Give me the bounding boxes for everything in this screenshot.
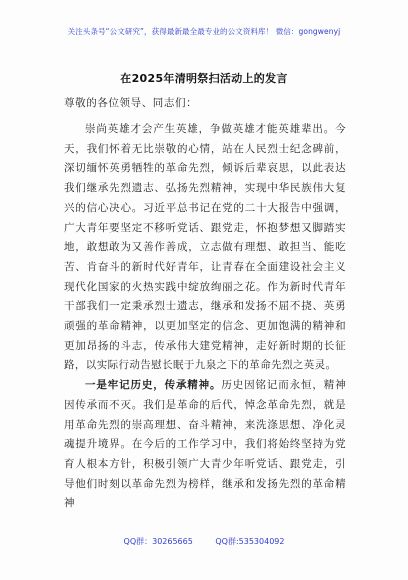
paragraph-intro-text: 崇尚英雄才会产生英雄，争做英雄才能英雄辈出。今天，我们怀着无比崇敬的心情，站在人民烈士纪念碑前，深切缅怀英勇牺牲的革命先烈，倾诉后辈哀思，以此表达我们继承先烈遗志、弘扬先烈精神，实现中华民族伟大复兴的信心决心。习近平总书记在党的二十大报告中强调，广大青年要坚定不移听党话、跟党走，怀抱梦想又脚踏实地，敢想敢为又善作善成，立志做有理想、敢担当、能吃苦、肯奋斗的新时代好青年，让青春在全面建设社会主义现代化国家的火热实践中绽放绚丽之花。作为新时代青年干部我们一定秉承烈士遗志，继承和发扬不屈不挠、英勇顽强的革命精神，以更加坚定的信念、更加饱满的精神和更加昂扬的斗志，传承伟大建党精神，走好新时期的长征路，以实际行动告慰长眠于九泉之下的革命先烈之英灵。 [64,123,346,372]
paragraph-point-one [64,376,346,514]
paragraph-point-one-text: 历史因铭记而永恒，精神因传承而不灭。我们是革命的后代，悼念革命先烈，就是用革命先烈的崇高理想、奋斗精神，来洗涤思想、净化灵魂提升境界。在今后的工作学习中，我们将始终坚持为党育人根本方针，积极引领广大青少年听党话、跟党走，引导他们时刻以革命先烈为榜样，继承和发扬先烈的革命精神 [64,379,346,510]
header-banner: 关注头条号“公文研究”，获得最新最全最专业的公文资料库！ 微信：gongwenyj [67,27,341,36]
paragraph-point-one-lead: 一是牢记历史，传承精神。 [85,379,222,392]
document-title: 在2025年清明祭扫活动上的发言 [120,72,288,85]
paragraph-intro [64,120,346,376]
salutation: 尊敬的各位领导、同志们： [64,97,198,109]
footer-qq-group-1: QQ群：30265665 [123,537,193,546]
document-body [64,120,346,514]
footer-banner [0,536,408,547]
footer-qq-group-2: QQ群:535304092 [215,537,285,546]
